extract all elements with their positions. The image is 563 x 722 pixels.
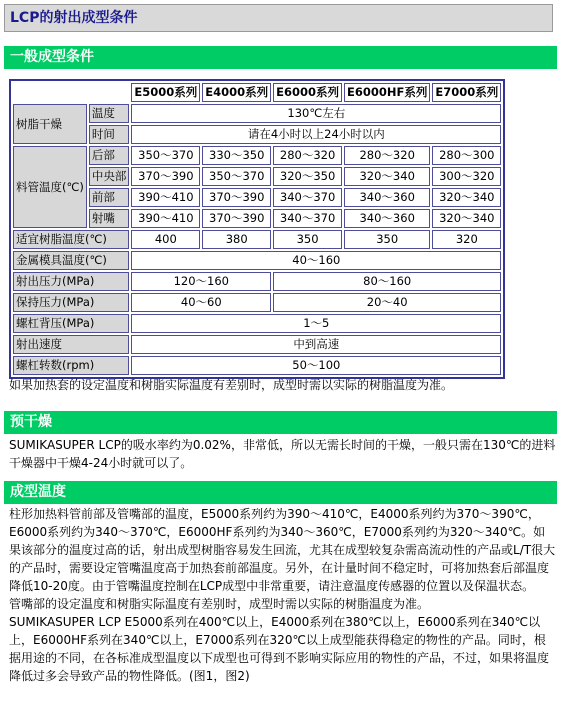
time-label: 时间 [89,125,130,144]
table-row [13,251,501,270]
resin-drying-label: 树脂干燥 [13,104,87,144]
section-general-header: 一般成型条件 [4,46,557,69]
table-cell: 320～340 [432,209,501,228]
table-cell: 1～5 [131,314,501,333]
table-note: 如果加热套的设定温度和树脂实际温度有差别时，成型时需以实际的树脂温度为准。 [9,378,454,392]
series-header: E6000HF系列 [344,83,430,102]
table-cell: 320～350 [273,167,342,186]
table-row [13,293,501,312]
molding-text-3: SUMIKASUPER LCP E5000系列在400℃以上，E4000系列在380℃以上，E6000系列在340℃以上，E6000HF系列在340℃以上，E7000系列在320℃以上成型能获得稳定的物性的产品。同时，根据用途的不同，在各标准成型温度以下成型也可得到不影响实际应用的物性的产品，不过，如果将温度降低过多会导致产品的物性降低。(图1，图2) [9,615,550,683]
table-row [13,146,501,165]
molding-text-1: 柱形加热料管前部及管嘴部的温度，E5000系列约为390～410℃，E4000系列约为370～390℃，E6000系列约为340～370℃，E6000HF系列约为340～360℃，E7000系列约为320～340℃。如果该部分的温度过高的话，射出成型树脂容易发生回流，尤其在成型较复杂需高流动性的产品或L/T很大的产品时，需要设定管嘴温度高于加热套前部温度。另外，在计量时间不稳定时，可将加热套后部温度降低10-20度。由于管嘴温度控制在LCP成型中非常重要，请注意温度传感器的位置以及保温状态。 [9,507,556,593]
table-cell: 350 [344,230,430,249]
temp-label: 温度 [89,104,130,123]
table-cell: 340～370 [273,188,342,207]
table-cell: 390～410 [131,209,200,228]
back-pressure-label: 螺杠背压(MPa) [13,314,129,333]
hold-pressure-label: 保持压力(MPa) [13,293,129,312]
table-cell: 400 [131,230,200,249]
table-cell: 320～340 [344,167,430,186]
page-title: LCP的射出成型条件 [4,4,553,32]
screw-speed-label: 螺杠转数(rpm) [13,356,129,375]
series-header: E5000系列 [131,83,200,102]
series-header: E4000系列 [202,83,271,102]
table-cell: 340～370 [273,209,342,228]
predry-text: SUMIKASUPER LCP的吸水率约为0.02%，非常低，所以无需长时间的干燥，一般只需在130℃的进料干燥器中干燥4-24小时就可以了。 [9,438,556,470]
corner-cell [13,83,129,102]
table-cell: 340～360 [344,209,430,228]
table-cell: 280～320 [273,146,342,165]
table-cell: 370～390 [202,188,271,207]
molding-temp-paragraph [9,505,557,685]
barrel-temp-label: 料管温度(℃) [13,146,87,228]
series-header: E7000系列 [432,83,501,102]
series-header: E6000系列 [273,83,342,102]
table-row [13,335,501,354]
drying-temp-value: 130℃左右 [131,104,501,123]
table-row [13,314,501,333]
table-cell: 350 [273,230,342,249]
table-cell: 370～390 [131,167,200,186]
molding-conditions-table [9,79,505,379]
barrel-zone-label: 射嘴 [89,209,130,228]
injection-speed-label: 射出速度 [13,335,129,354]
table-row [13,356,501,375]
table-cell: 50～100 [131,356,501,375]
barrel-zone-label: 前部 [89,188,130,207]
section-molding-temp-header: 成型温度 [4,481,557,504]
table-cell: 340～360 [344,188,430,207]
table-cell: 120～160 [131,272,271,291]
table-row [13,104,501,123]
table-cell: 中到高速 [131,335,501,354]
table-cell: 40～160 [131,251,501,270]
table-cell: 330～350 [202,146,271,165]
resin-temp-label: 适宜树脂温度(℃) [13,230,129,249]
table-row [13,272,501,291]
table-cell: 40～60 [131,293,271,312]
table-cell: 20～40 [273,293,501,312]
table-cell: 350～370 [202,167,271,186]
molding-text-2: 管嘴部的设定温度和树脂实际温度有差别时，成型时需以实际的树脂温度为准。 [9,597,430,611]
table-cell: 380 [202,230,271,249]
table-row [13,230,501,249]
table-cell: 320 [432,230,501,249]
drying-time-value: 请在4小时以上24小时以内 [131,125,501,144]
table-cell: 80～160 [273,272,501,291]
table-cell: 350～370 [131,146,200,165]
barrel-zone-label: 后部 [89,146,130,165]
section-predry-header: 预干燥 [4,411,557,434]
table-cell: 370～390 [202,209,271,228]
table-cell: 280～320 [344,146,430,165]
predry-paragraph [9,436,557,472]
injection-pressure-label: 射出压力(MPa) [13,272,129,291]
table-cell: 280～300 [432,146,501,165]
table-cell: 390～410 [131,188,200,207]
table-header-row [13,83,501,102]
table-cell: 320～340 [432,188,501,207]
barrel-zone-label: 中央部 [89,167,130,186]
table-cell: 300～320 [432,167,501,186]
mold-temp-label: 金属模具温度(℃) [13,251,129,270]
